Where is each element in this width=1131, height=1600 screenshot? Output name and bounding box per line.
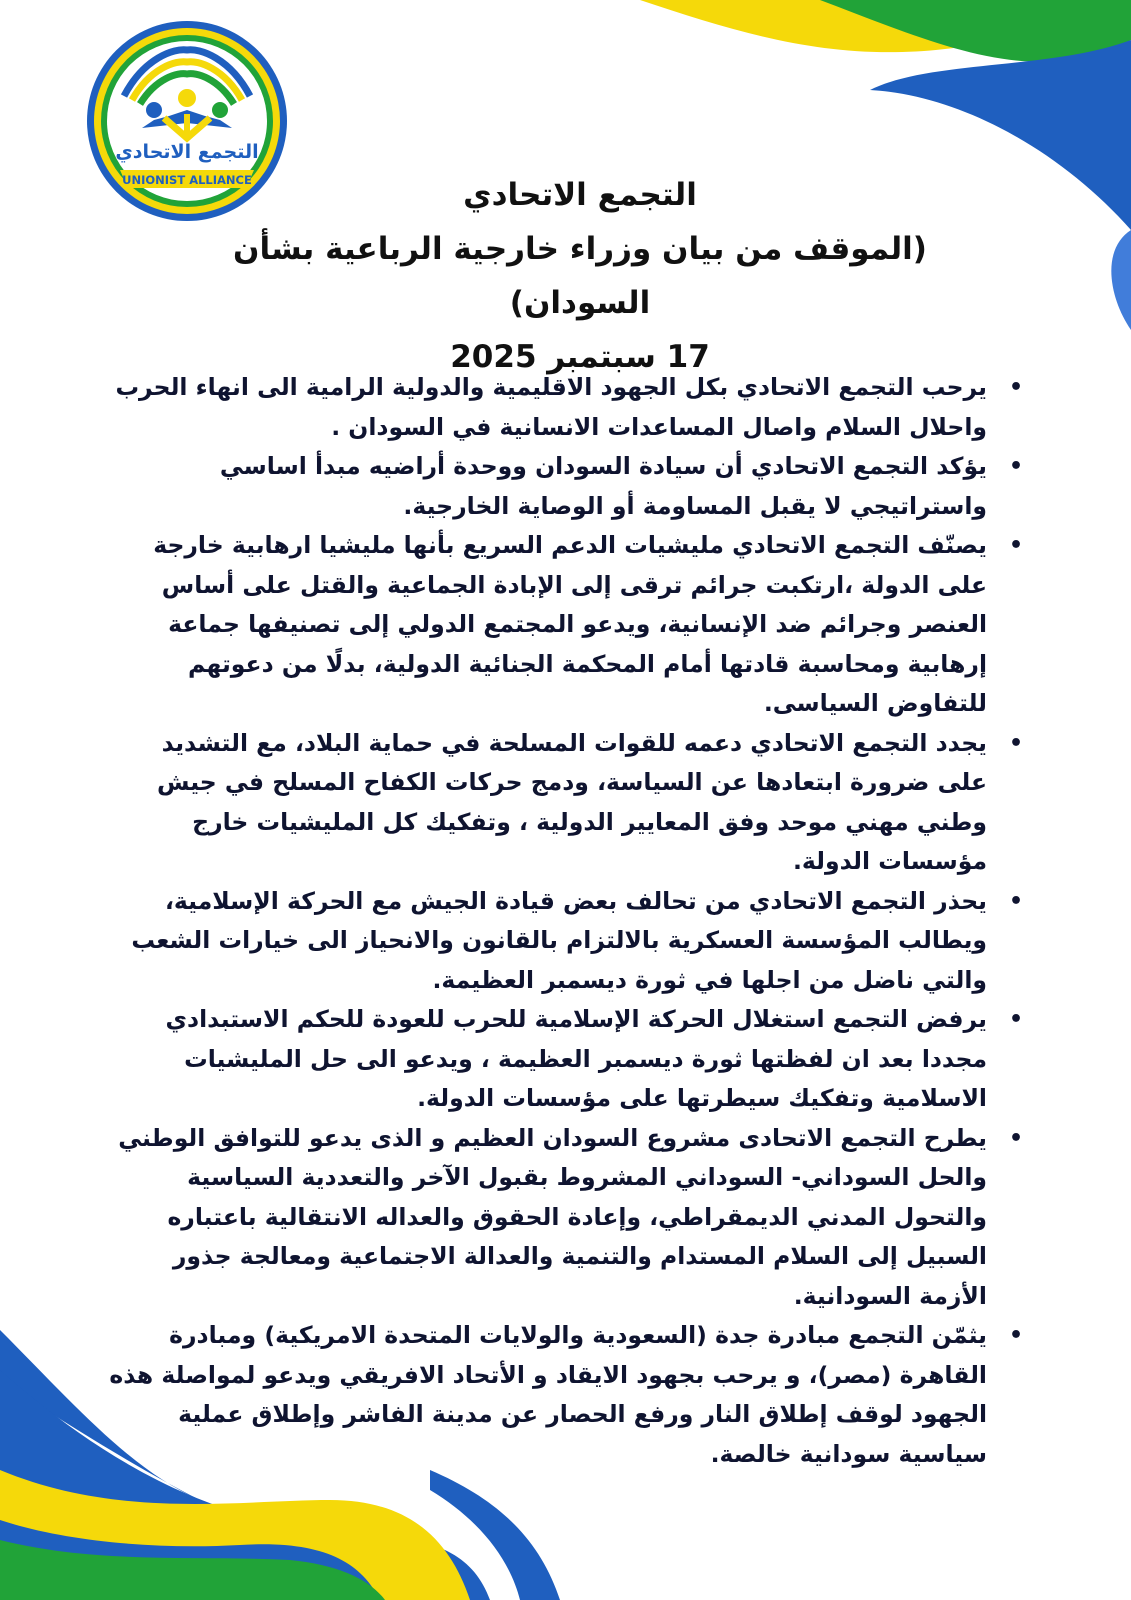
statement-date: 17 سبتمبر 2025 bbox=[450, 339, 710, 375]
point-text: يحذر التجمع الاتحادي من تحالف بعض قيادة الجيش مع الحركة الإسلامية، ويطالب المؤسسة العسكرية بالالتزام بالقانون والانحياز الى خيارات الشعب والتي ناضل من اجلها في ثورة ديسمبر العظيمة. bbox=[131, 886, 987, 994]
point-text: يرفض التجمع استغلال الحركة الإسلامية للحرب للعودة للحكم الاستبدادي مجددا بعد ان لفظتها ثورة ديسمبر العظيمة ، ويدعو الى حل المليشيات الاسلامية وتفكيك سيطرتها على مؤسسات الدولة. bbox=[165, 1005, 987, 1112]
bullet-icon: • bbox=[1008, 730, 1023, 756]
statement-point bbox=[109, 368, 1023, 447]
point-text: يرحب التجمع الاتحادي بكل الجهود الاقليمية والدولية الرامية الى انهاء الحرب واحلال السلام واصال المساعدات الانسانية في السودان . bbox=[115, 373, 987, 441]
statement-point bbox=[109, 526, 1023, 724]
statement-heading bbox=[200, 168, 960, 384]
point-text: يطرح التجمع الاتحادى مشروع السودان العظيم و الذى يدعو للتوافق الوطني والحل السوداني- السوداني المشروط بقبول الآخر والتعددية السياسية والتحول المدني الديمقراطي، وإعادة الحقوق والعداله الانتقالية باعتباره السبيل إلى السلام المستدام والتنمية والعدالة الاجتماعية ومعالجة جذور الأزمة السودانية. bbox=[118, 1123, 987, 1310]
bullet-icon: • bbox=[1008, 454, 1023, 479]
point-text: يثمّن التجمع مبادرة جدة (السعودية والولايات المتحدة الامريكية) ومبادرة القاهرة (مصر)، و يرحب بجهود الايقاد و الأتحاد الافريقي ويدعو لمواصلة هذه الجهود لوقف إطلاق النار ورفع الحصار عن مدينة الفاشر وإطلاق عملية سياسية سودانية خالصة. bbox=[109, 1321, 987, 1468]
point-text: يجدد التجمع الاتحادي دعمه للقوات المسلحة في حماية البلاد، مع التشديد على ضرورة ابتعادها عن السياسة، ودمج حركات الكفاح المسلح في جيش وطني مهني موحد وفق المعايير الدولية ، وتفكيك كل المليشيات خارج مؤسسات الدولة. bbox=[156, 728, 987, 875]
bullet-icon: • bbox=[1008, 888, 1023, 914]
point-text: يصنّف التجمع الاتحادي مليشيات الدعم السريع بأنها مليشيا ارهابية خارجة على الدولة ،ارتكبت جرائم ترقى إلى الإبادة الجماعية والقتل على أساس العنصر وجرائم ضد الإنسانية، ويدعو المجتمع الدولي إلى تصنيفها جماعة إرهابية ومحاسبة قادتها أمام المحكمة الجنائية الدولية، بدلًا من دعوتهم للتفاوض السياسى. bbox=[153, 531, 987, 717]
bullet-icon: • bbox=[1008, 375, 1023, 400]
statement-point bbox=[109, 1316, 1023, 1474]
page-title: التجمع الاتحادي bbox=[463, 177, 697, 213]
bullet-icon: • bbox=[1008, 1007, 1023, 1032]
bullet-icon: • bbox=[1008, 1323, 1023, 1348]
statement-point bbox=[109, 724, 1023, 882]
statement-point bbox=[109, 882, 1023, 1001]
logo-english-name: UNIONIST ALLIANCE bbox=[122, 173, 252, 187]
bullet-icon: • bbox=[1008, 1125, 1023, 1151]
statement-point bbox=[109, 1000, 1023, 1119]
statement-point bbox=[109, 1119, 1023, 1317]
bullet-icon: • bbox=[1008, 533, 1023, 558]
point-text: يؤكد التجمع الاتحادي أن سيادة السودان ووحدة أراضيه مبدأ اساسي واستراتيجي لا يقبل المساومة أو الوصاية الخارجية. bbox=[219, 452, 987, 520]
statement-point bbox=[109, 447, 1023, 526]
statement-points bbox=[109, 368, 1023, 1474]
page-subtitle: (الموقف من بيان وزراء خارجية الرباعية بشأن السودان) bbox=[233, 231, 927, 321]
logo-arabic-name: التجمع الاتحادي bbox=[115, 141, 259, 163]
